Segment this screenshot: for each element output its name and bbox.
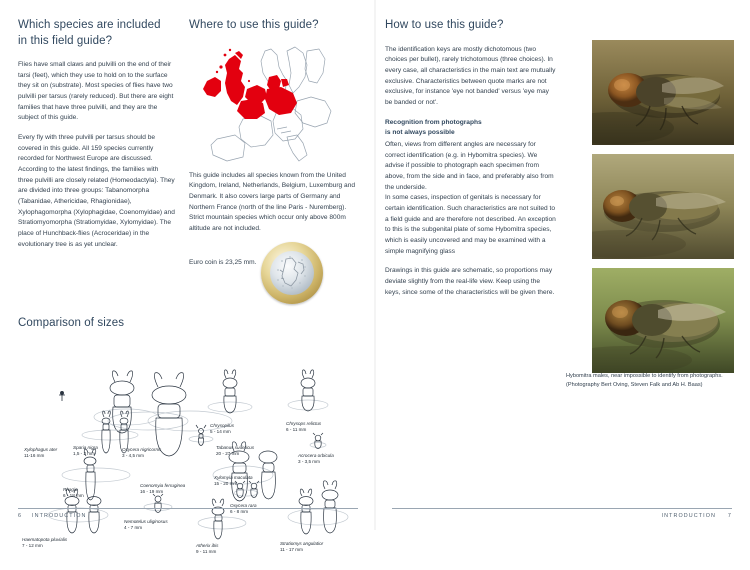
coin-caption: Euro coin is 23,25 mm.	[189, 258, 257, 266]
species-name: Oxycera rara	[230, 503, 257, 509]
paragraph-identification-keys: The identification keys are mostly dichotomous (two choices per bullet), rarely trichotomous (three choices). In every case, all characteristics in the main text are mutually exclusive. Characteristics between quote marks are not exclusive, for instance 'eye not banded' versus 'eye may be banded or not'.	[385, 45, 556, 106]
species-label-stratiomys-angulatior	[280, 541, 323, 553]
species-name: Chrysops relictus	[286, 421, 322, 427]
photo-hybomitra-3	[592, 268, 734, 373]
species-label-coenomyia-ferruginea	[140, 483, 185, 495]
photo-column	[592, 40, 734, 382]
fly-photo-illustration-3	[592, 268, 734, 373]
paragraph-genitals-inspection: In some cases, inspection of genitals is necessary for certain identification. Such characteristics are not suited to a field guide and are therefore not described. An exception to this is the subgenital plate of some Hybomitra species, which is easily uncovered and may be examined with a simple magnifying glass	[385, 194, 556, 255]
species-size: 7 - 12 mm	[22, 543, 43, 549]
footer-label-right: INTRODUCTION	[661, 513, 716, 519]
species-label-haematopota-pluvialis	[22, 537, 67, 549]
subheading-recognition-line2: is not always possible	[385, 129, 455, 137]
euro-coin	[261, 242, 323, 304]
species-size: 5 - 14 mm	[210, 429, 231, 435]
map-northwest-europe	[191, 45, 361, 163]
footer-page-number-left: 6	[18, 513, 23, 519]
species-size: 1,5 - 2 mm	[73, 451, 95, 457]
heading-line-2: in this field guide?	[18, 34, 113, 47]
species-name: Acrocera orbicula	[298, 453, 334, 459]
subheading-recognition-line1: Recognition from photographs	[385, 118, 482, 126]
page-gutter	[374, 0, 376, 530]
column-how-to-use	[385, 18, 557, 298]
footer-page-number-right: 7	[727, 513, 732, 519]
species-name: Rhagio	[63, 487, 78, 493]
species-size: 6 - 11 mm	[286, 427, 307, 433]
species-label-xylomyia-maculata	[214, 475, 253, 487]
euro-coin-image	[261, 242, 325, 306]
paragraph-views-angles: Often, views from different angles are necessary for correct identification (e.g. in Hybomitra species). We advise if possible to photograph each specimen from above, from the side and in face, and preferably also from the underside.	[385, 140, 554, 191]
species-size: 16 - 19 mm	[140, 489, 164, 495]
photo-hybomitra-2	[592, 154, 734, 259]
species-name: Stratiomys angulatior	[280, 541, 324, 547]
size-comparison-diagram	[18, 335, 363, 570]
footer-rule-left	[18, 508, 358, 509]
heading-which-species	[18, 18, 175, 49]
species-size: 20 - 27 mm	[216, 451, 240, 457]
footer-label-left: INTRODUCTION	[32, 513, 87, 519]
species-size: 4 - 7 mm	[124, 525, 143, 531]
species-name: Tabanus sudeticus	[216, 445, 255, 451]
species-size: 3 - 3,5 mm	[298, 459, 320, 465]
page-footer	[0, 508, 750, 530]
species-label-acrocera-orbicula	[298, 453, 334, 465]
species-label-chrysops-relictus	[286, 421, 321, 433]
heading-how-to-use: How to use this guide?	[385, 19, 504, 31]
paragraph-drawings-schematic: Drawings in this guide are schematic, so proportions may deviate slightly from the real-life view. Keep using the keys, since some of the characteristics will be given there.	[385, 267, 555, 296]
heading-line-1: Which species are included	[18, 19, 161, 31]
species-label-rhagio	[63, 487, 84, 499]
fly-photo-illustration-2	[592, 154, 734, 259]
paragraph-species-coverage: Every fly with three pulvilli per tarsus should be covered in this guide. All 159 species currently recorded for Northwest Europe are discussed. According to the latest findings, the families with three pulvilli are closely related (Homeodactyla). They are divided into three groups: Tabanomorpha (Tabanidae, Athericidae, Rhagionidae), Xylophagomorpha (Xylophagidae, Coenomyidae) and Stratiomyomorpha (Stratiomyidae, Xylomyidae). The place of Hunchback-flies (Acroceridae) in the evolutionary tree is as yet unclear.	[18, 134, 175, 248]
column-where-to-use	[189, 18, 361, 314]
species-size: 6 - 18 mm	[63, 493, 84, 499]
right-page	[375, 0, 750, 530]
column-species-included	[18, 18, 175, 314]
euro-coin-map-relief	[276, 256, 308, 290]
species-name: Nemotelus uliginosus	[124, 519, 168, 525]
photo-hybomitra-1	[592, 40, 734, 145]
species-label-xylophagus-ater	[24, 447, 57, 459]
species-size: 9 - 11 mm	[196, 549, 217, 555]
species-name: Atherix ibis	[196, 543, 219, 549]
species-name: Sparia nigra	[73, 445, 98, 451]
species-name: Coenomyia ferruginea	[140, 483, 186, 489]
left-page-columns	[18, 18, 361, 314]
species-label-sparia-nigra	[73, 445, 98, 457]
fly-photo-illustration-1	[592, 40, 734, 145]
heading-where-to-use: Where to use this guide?	[189, 19, 319, 31]
species-name: Xylomyia maculata	[214, 475, 253, 481]
species-size: 3 - 4,5 mm	[122, 453, 144, 459]
paragraph-pulvilli-intro: Flies have small claws and pulvilli on the end of their tarsi (feet), which they use to hold on to the surface they sit on (substrate). Most species of flies have two pulvilli per tarsus (rarely reduced). But there are eight families that have three pulvilli, and they are the subject of this guide.	[18, 61, 174, 122]
species-size: 11-16 mm	[24, 453, 45, 459]
left-page	[0, 0, 375, 555]
species-name: Oxycera nigricornis	[122, 447, 162, 453]
species-label-atherix-ibis	[196, 543, 218, 555]
species-size: 15 - 20 mm	[214, 481, 238, 487]
species-size: 6 - 8 mm	[230, 509, 249, 515]
paragraph-coverage-area: This guide includes all species known from the United Kingdom, Ireland, Netherlands, Belgium, Luxemburg and Denmark. It also covers large parts of Germany and Northern France (north of the line Paris - Nuremberg). Strict mountain species which occur only above 800m altitude are not included.	[189, 171, 356, 232]
photo-caption: Hybomitra males, near impossible to identify from photographs. (Photography Bert Oving, Steven Falk and Ab H. Baas)	[566, 373, 723, 388]
species-name: Haematopota pluvialis	[22, 537, 68, 543]
map-svg	[191, 45, 361, 163]
species-name: Xylophagus ater	[24, 447, 58, 453]
heading-comparison-of-sizes: Comparison of sizes	[18, 316, 125, 329]
footer-rule-right	[392, 508, 732, 509]
species-size: 11 - 17 mm	[280, 547, 303, 553]
species-name: Chrysopilus	[210, 423, 234, 429]
species-label-chrysopilus	[210, 423, 234, 435]
species-label-tabanus-sudeticus	[216, 445, 254, 457]
species-label-oxycera-nigricornis	[122, 447, 161, 459]
